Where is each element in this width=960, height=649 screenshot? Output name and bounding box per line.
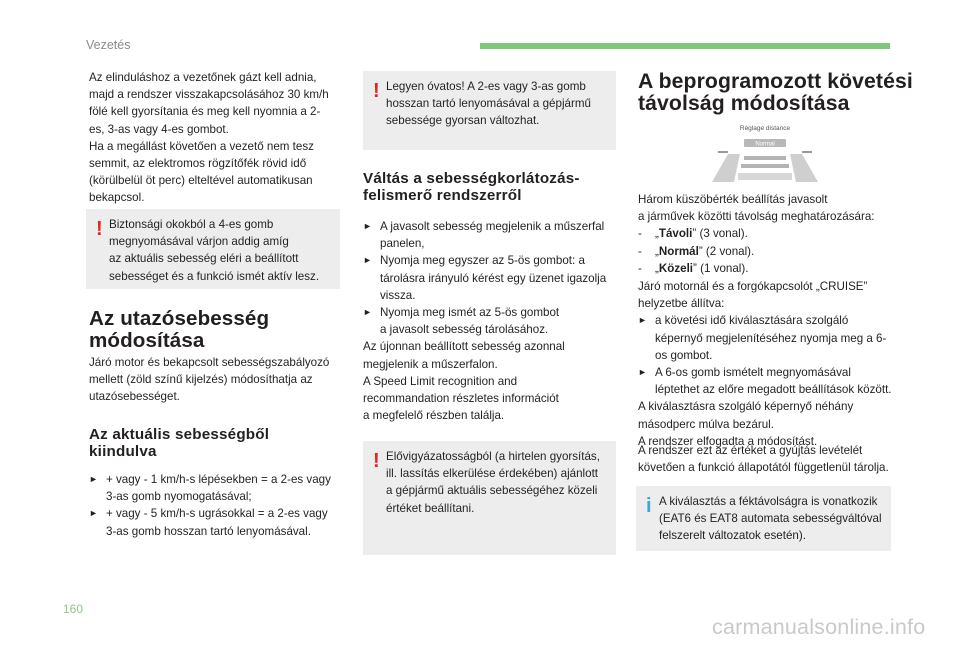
list-item: ► + vagy - 1 km/h-s lépésekben = a 2-es vagy 3-as gomb nyomogatásával; [89,473,331,504]
list-item: - „Távoli” (3 vonal). [638,227,748,241]
list-item: ► a követési idő kiválasztására szolgáló képernyő megjelenítéséhez nyomja meg a 6- os gombot. [638,314,887,362]
info-text: A kiválasztás a féktávolságra is vonatkozik (EAT6 és EAT8 automata sebességváltóval felszerelt változatok esetén). [659,495,882,543]
precaution-text: Elővigyázatosságból (a hirtelen gyorsítás, ill. lassítás elkerülése érdekében) ajánlott a gépjármű aktuális sebességéhez közeli értéket beállítani. [386,450,600,515]
distance-display-illustration [710,118,820,188]
section-header-title: Vezetés [86,38,131,52]
selection-instructions: Járó motornál és a forgókapcsolót „CRUISE” helyzetbe állítva: ► a követési idő kiválasztására szolgáló képernyő megjelenítéséhez nyomja meg a 6- os gombot. ► A 6-os gomb ismételt megnyomásával léptethet az előre megadott beállítások között. A kiválasztásra szolgáló képernyő néhány másodperc múlva bezárul. A rendszer elfogadta a módosítást. [638,278,902,450]
list-item: - „Közeli” (1 vonal). [638,261,749,275]
watermark: carmanualsonline.info [712,615,926,639]
list-item: ► + vagy - 5 km/h-s ugrásokkal = a 2-es vagy 3-as gomb hosszan tartó lenyomásával. [89,507,328,538]
speed-adjust-list [89,471,351,540]
page-number: 160 [63,602,84,616]
info-box [636,486,891,551]
intro-text: Az elinduláshoz a vezetőnek gázt kell adnia, majd a rendszer visszakapcsolásához 30 km/h fölé kell gyorsítania és meg kell nyomnia a 2- es, 3-as vagy 4-es gombot. Ha a megállást követően a vezető nem tesz semmit, az elektromos rögzítőfék rövid idő (körülbelül öt perc) elteltével automatikusan bekapcsol. [89,71,329,205]
section-text-cruise-speed: Járó motor és bekapcsolt sebességszabályozó mellett (zöld színű kijelzés) módosíthatja az utazósebességet. [89,356,330,404]
speed-limit-steps: ► A javasolt sebesség megjelenik a műszerfal panelen, ► Nyomja meg egyszer az 5-ös gombot: a tárolásra irányuló kérést egy üzenet igazolja vissza. ► Nyomja meg ismét az 5-ös gombot a javasolt sebesség tárolásához. Az újonnan beállított sebesség azonnal megjelenik a műszerfalon. [363,218,625,373]
list-item: - „Normál” (2 vonal). [638,244,755,258]
caution-box [363,71,616,150]
warning-icon: ! [373,450,380,472]
caution-text: Legyen óvatos! A 2-es vagy 3-as gomb hosszan tartó lenyomásával a gépjármű sebessége gyorsan változhat. [386,80,591,128]
list-item: ► A 6-os gomb ismételt megnyomásával léptethet az előre megadott beállítások között. [638,366,892,397]
display-mode: Normal [755,141,775,148]
warning-text: Biztonsági okokból a 4-es gomb megnyomásával várjon addig amíg az aktuális sebesség eléri a beállított sebességet és a funkció ismét aktív lesz. [109,218,320,283]
section-title-speed-limit: Váltás a sebességkorlátozás- felismerő rendszerről [363,170,580,204]
warning-icon: ! [96,218,103,240]
safety-warning-box [86,209,340,289]
warning-icon: ! [373,80,380,102]
threshold-intro: Három küszöbérték beállítás javasolt a járművek közötti távolság meghatározására: - „Távoli” (3 vonal). - „Normál” (2 vonal). - „Közeli” (1 vonal). [638,191,900,277]
reference-text: A Speed Limit recognition and recommandation részletes információt a megfelelő részben találja. [363,375,559,423]
list-item: ► Nyomja meg egyszer az 5-ös gombot: a tárolásra irányuló kérést egy üzenet igazolja vissza. [363,254,607,302]
list-item: ► Nyomja meg ismét az 5-ös gombot a javasolt sebesség tárolásához. [363,306,560,337]
list-item: ► A javasolt sebesség megjelenik a műszerfal panelen, [363,220,605,251]
section-header-bar [480,43,890,49]
section-title-cruise-speed: Az utazósebesség módosítása [89,307,270,352]
subsection-title-current-speed: Az aktuális sebességből kiindulva [89,426,270,460]
display-title: Réglage distance [739,125,791,132]
section-title-following-distance: A beprogramozott követési távolság módosítása [638,70,913,115]
distance-lines-icon [710,118,820,188]
info-icon: i [646,495,652,517]
precaution-box [363,441,616,555]
storage-note: A rendszer ezt az értéket a gyújtás levételét követően a funkció állapotától függetlenül tárolja. [638,444,889,475]
